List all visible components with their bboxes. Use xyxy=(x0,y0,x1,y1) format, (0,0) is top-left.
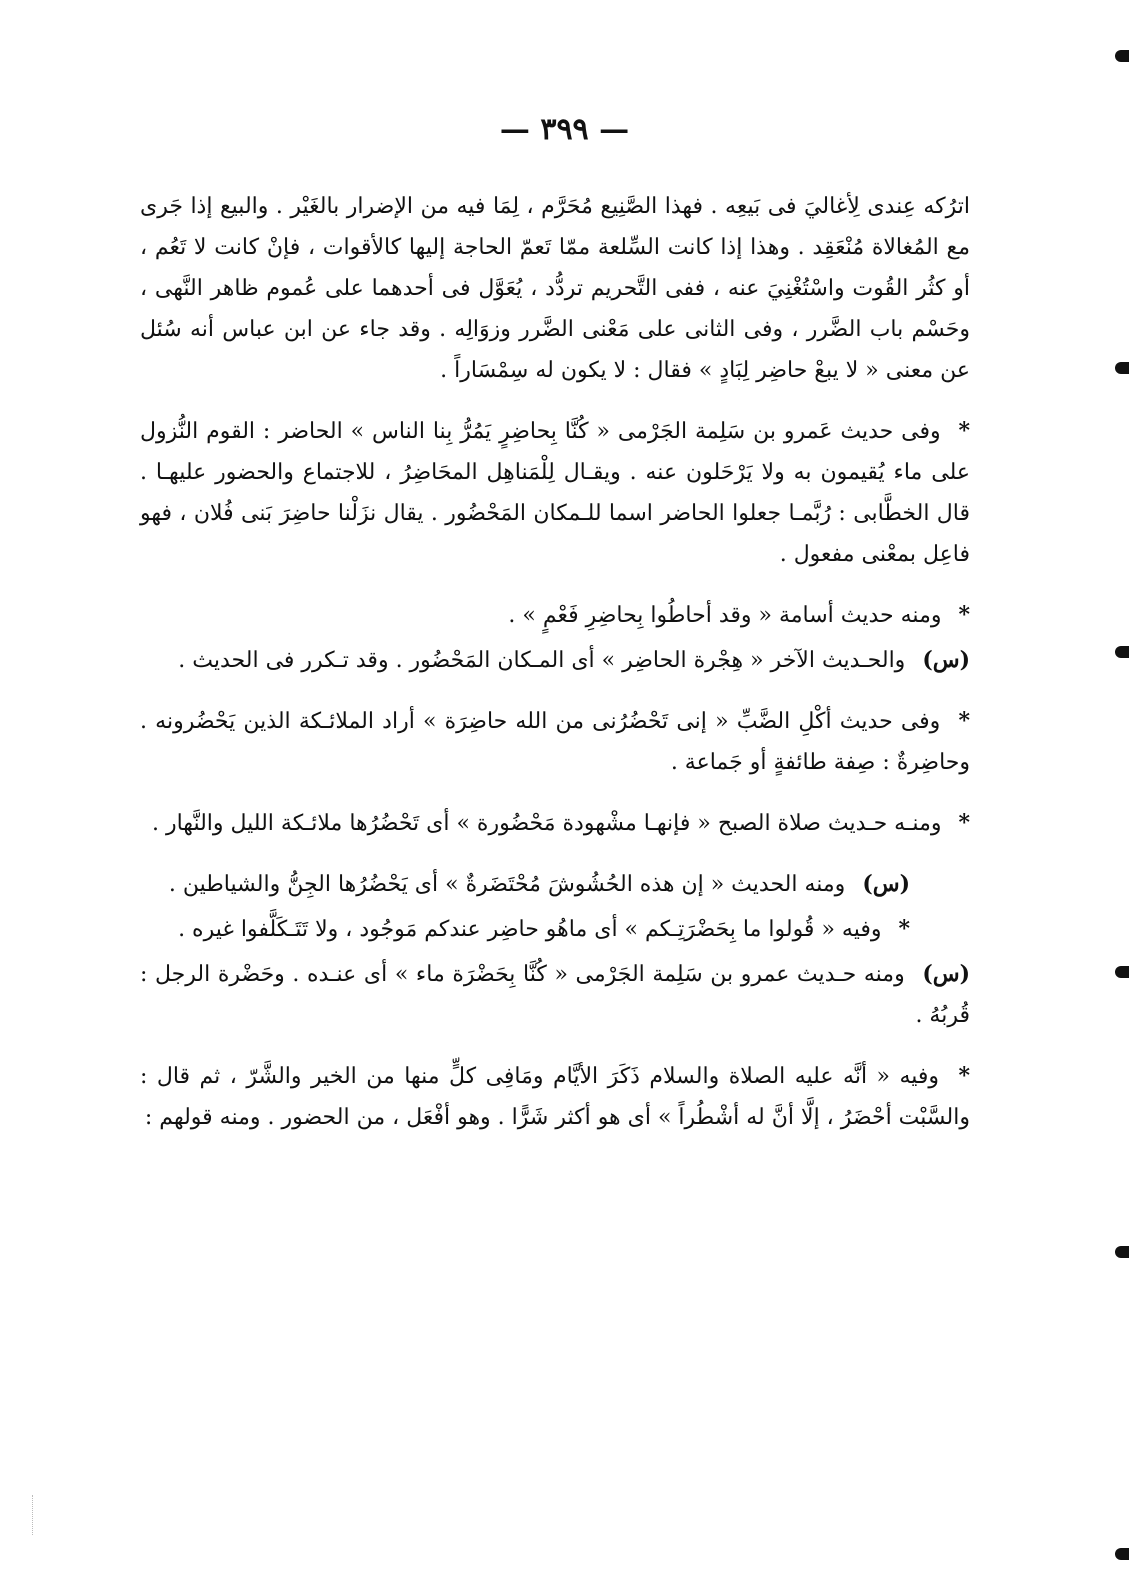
page-body xyxy=(140,186,970,1158)
paragraph-marker: * xyxy=(958,708,970,734)
edge-mark xyxy=(1115,362,1129,374)
paragraph-text: اترُكه عِندى لِأغاليَ فى بَيعِه . فهذا الصَّنِيع مُحَرَّم ، لِمَا فيه من الإضرار بالغَيْر . والبيع إذا جَرى مع المُغالاة مُنْعَقِد . وهذا إذا كانت السِّلعة ممّا تَعمّ الحاجة إليها كالأقوات ، فإنْ كانت لا تَعُم ، أو كثُر القُوت واسْتُغْنِيَ عنه ، ففى التَّحريم تردُّد ، يُعَوَّل فى أحدهما على عُموم ظاهر النَّهى ، وحَسْم باب الضَّرر ، وفى الثانى على مَعْنى الضَّرر وزوَالِه . وقد جاء عن ابن عباس أنه سُئل عن معنى « لا يبعْ حاضِر لِبَادٍ » فقال : لا يكون له سِمْسَاراً . xyxy=(140,194,971,383)
paragraph-marker: (س) xyxy=(922,961,970,987)
paragraph-text: والحـديث الآخر « هِجْرة الحاضِر » أى المـكان المَحْضُور . وقد تـكرر فى الحديث . xyxy=(178,648,906,673)
paragraph-marker: (س) xyxy=(922,647,970,673)
paragraph-text: ومنـه حـديث صلاة الصبح « فإنهـا مشْهودة مَحْضُورة » أى تَحْضُرُها ملائـكة الليل والنَّهار . xyxy=(151,811,942,836)
paragraph-text: وفيه « أنَّه عليه الصلاة والسلام ذَكَرَ الأيَّام ومَافِى كلٍّ منها من الخير والشَّرّ ، ثم قال : والسَّبْت أحْضَرُ ، إلَّا أنَّ له أشْطُراً » أى هو أكثر شَرًّا . وهو أفْعَل ، من الحضور . ومنه قولهم : xyxy=(140,1064,970,1130)
page-number: — ٣٩٩ — xyxy=(499,112,630,147)
paragraph-7 xyxy=(140,864,970,905)
paragraph-text: وفيه « قُولوا ما بِحَضْرَتِـكم » أى ماهُو حاضِر عندكم مَوجُود ، ولا تَتَـكَلَّفوا غيره . xyxy=(178,917,882,942)
edge-mark xyxy=(1115,1246,1129,1258)
paragraph-marker: * xyxy=(958,418,970,444)
paragraph-text: ومنه حـديث عمرو بن سَلِمة الجَرْمى « كُنَّا بِحَضْرَة ماء » أى عنـده . وحَضْرة الرجل : قُربُهُ . xyxy=(140,962,970,1028)
paragraph-2 xyxy=(140,411,970,575)
edge-mark xyxy=(1115,1548,1129,1560)
paragraph-marker: * xyxy=(898,916,910,942)
edge-mark xyxy=(1115,966,1129,978)
paragraph-text: ومنه حديث أسامة « وقد أحاطُوا بِحاضِرِ فَعْمٍ » . xyxy=(508,603,942,628)
paragraph-marker: * xyxy=(958,1063,970,1089)
paragraph-marker: * xyxy=(958,810,970,836)
paragraph-text: وفى حديث أكْلِ الضَّبِّ « إنى تَحْضُرُنى من الله حاضِرَة » أراد الملائـكة الذين يَحْضُرونه . وحاضِرةٌ : صِفة طائفةٍ أو جَماعة . xyxy=(140,709,970,775)
edge-mark xyxy=(1115,50,1129,62)
paragraph-8 xyxy=(140,909,970,950)
paragraph-4 xyxy=(140,640,970,681)
paragraph-6 xyxy=(140,803,970,844)
edge-mark xyxy=(1115,646,1129,658)
paragraph-10 xyxy=(140,1056,970,1138)
paragraph-marker: * xyxy=(958,602,970,628)
scan-artifact xyxy=(32,1495,35,1535)
paragraph-marker: (س) xyxy=(862,871,910,897)
paragraph-text: ومنه الحديث « إن هذه الحُشُوشَ مُحْتَضَرةٌ » أى يَحْضُرُها الجِنُّ والشياطين . xyxy=(168,872,846,897)
paragraph-5 xyxy=(140,701,970,783)
paragraph-1 xyxy=(140,186,970,391)
paragraph-3 xyxy=(140,595,970,636)
paragraph-9 xyxy=(140,954,970,1036)
paragraph-text: وفى حديث عَمرو بن سَلِمة الجَرْمى « كُنَّا بِحاضِرٍ يَمُرُّ بِنا الناس » الحاضر : القوم النُّزول على ماء يُقيمون به ولا يَرْحَلون عنه . ويقـال لِلْمَناهِل المحَاضِرُ ، للاجتماع والحضور عليهـا . قال الخطَّابى : رُبَّمـا جعلوا الحاضر اسما للـمكان المَحْضُور . يقال نزَلْنا حاضِرَ بَنى فُلان ، فهو فاعِل بمعْنى مفعول . xyxy=(140,419,970,567)
